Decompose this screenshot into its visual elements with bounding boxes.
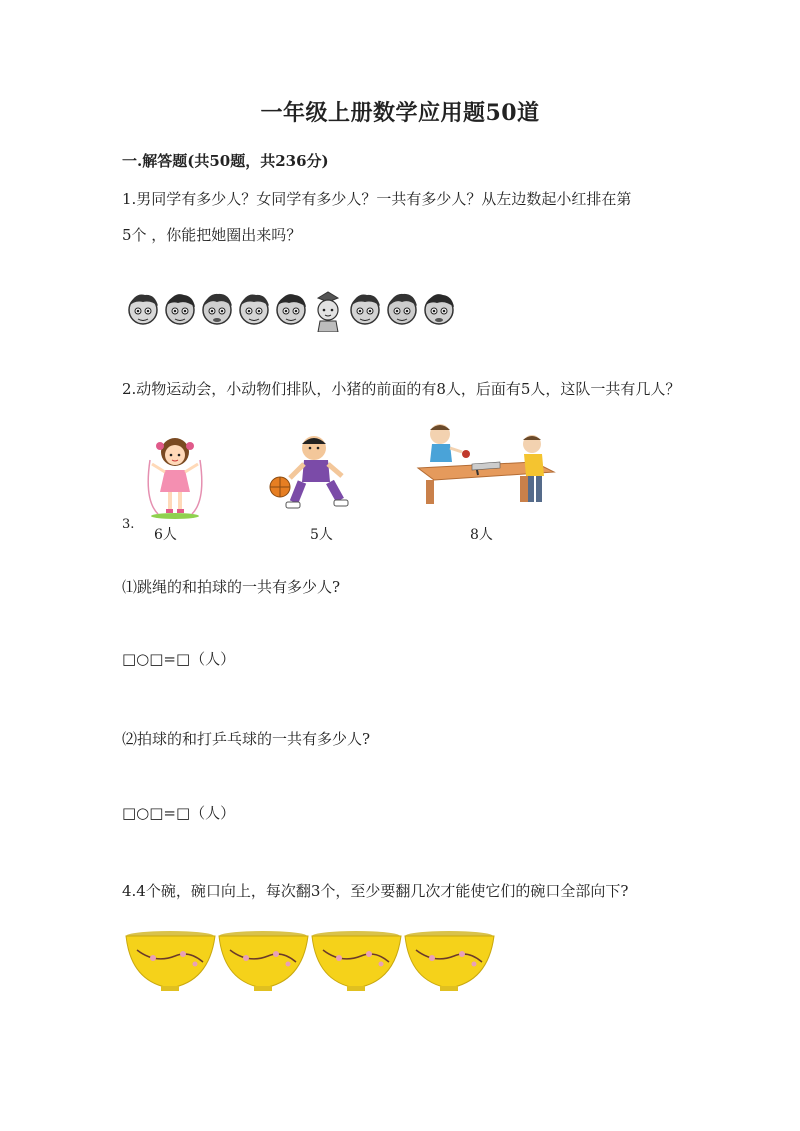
question-1-line-2: 5个 ，你能把她圈出来吗？ — [122, 226, 302, 244]
question-3-formula-2: □○□=□（人） — [122, 804, 236, 822]
children-row-image — [125, 288, 465, 332]
boy-face-icon — [421, 288, 458, 332]
girl-with-cap-icon — [310, 288, 347, 332]
label-ping-pong: 8人 — [470, 527, 493, 543]
question-4-text: 4.4个碗，碗口向上，每次翻3个，至少要翻几次才能使它们的碗口全部向下? — [122, 882, 629, 900]
boy-face-icon — [347, 288, 384, 332]
bowls-row-image — [125, 930, 495, 992]
boy-face-icon — [199, 288, 236, 332]
question-3-sub-2: ⑵拍球的和打乒乓球的一共有多少人? — [122, 730, 371, 748]
ping-pong-players-image — [416, 420, 556, 512]
boy-face-icon — [125, 288, 162, 332]
question-2-text: 2.动物运动会，小动物们排队，小猪的前面的有8人，后面有5人，这队一共有几人？ — [122, 380, 681, 398]
label-jump-rope: 6人 — [154, 527, 177, 543]
basketball-boy-image — [268, 432, 358, 516]
question-1-line-1: 1.男同学有多少人？女同学有多少人？一共有多少人？从左边数起小红排在第 — [122, 190, 632, 208]
label-basketball: 5人 — [310, 527, 333, 543]
jump-rope-girl-image — [140, 430, 210, 520]
question-3-formula-1: □○□=□（人） — [122, 650, 236, 668]
yellow-bowl-icon — [218, 930, 309, 992]
section-heading: 一.解答题(共50题，共236分) — [122, 152, 329, 170]
question-3-sub-1: ⑴跳绳的和拍球的一共有多少人? — [122, 578, 341, 596]
yellow-bowl-icon — [404, 930, 495, 992]
boy-face-icon — [384, 288, 421, 332]
page-title: 一年级上册数学应用题50道 — [260, 100, 540, 126]
boy-face-icon — [236, 288, 273, 332]
boy-face-icon — [162, 288, 199, 332]
yellow-bowl-icon — [311, 930, 402, 992]
yellow-bowl-icon — [125, 930, 216, 992]
boy-face-icon — [273, 288, 310, 332]
question-3-number: 3. — [122, 517, 135, 532]
